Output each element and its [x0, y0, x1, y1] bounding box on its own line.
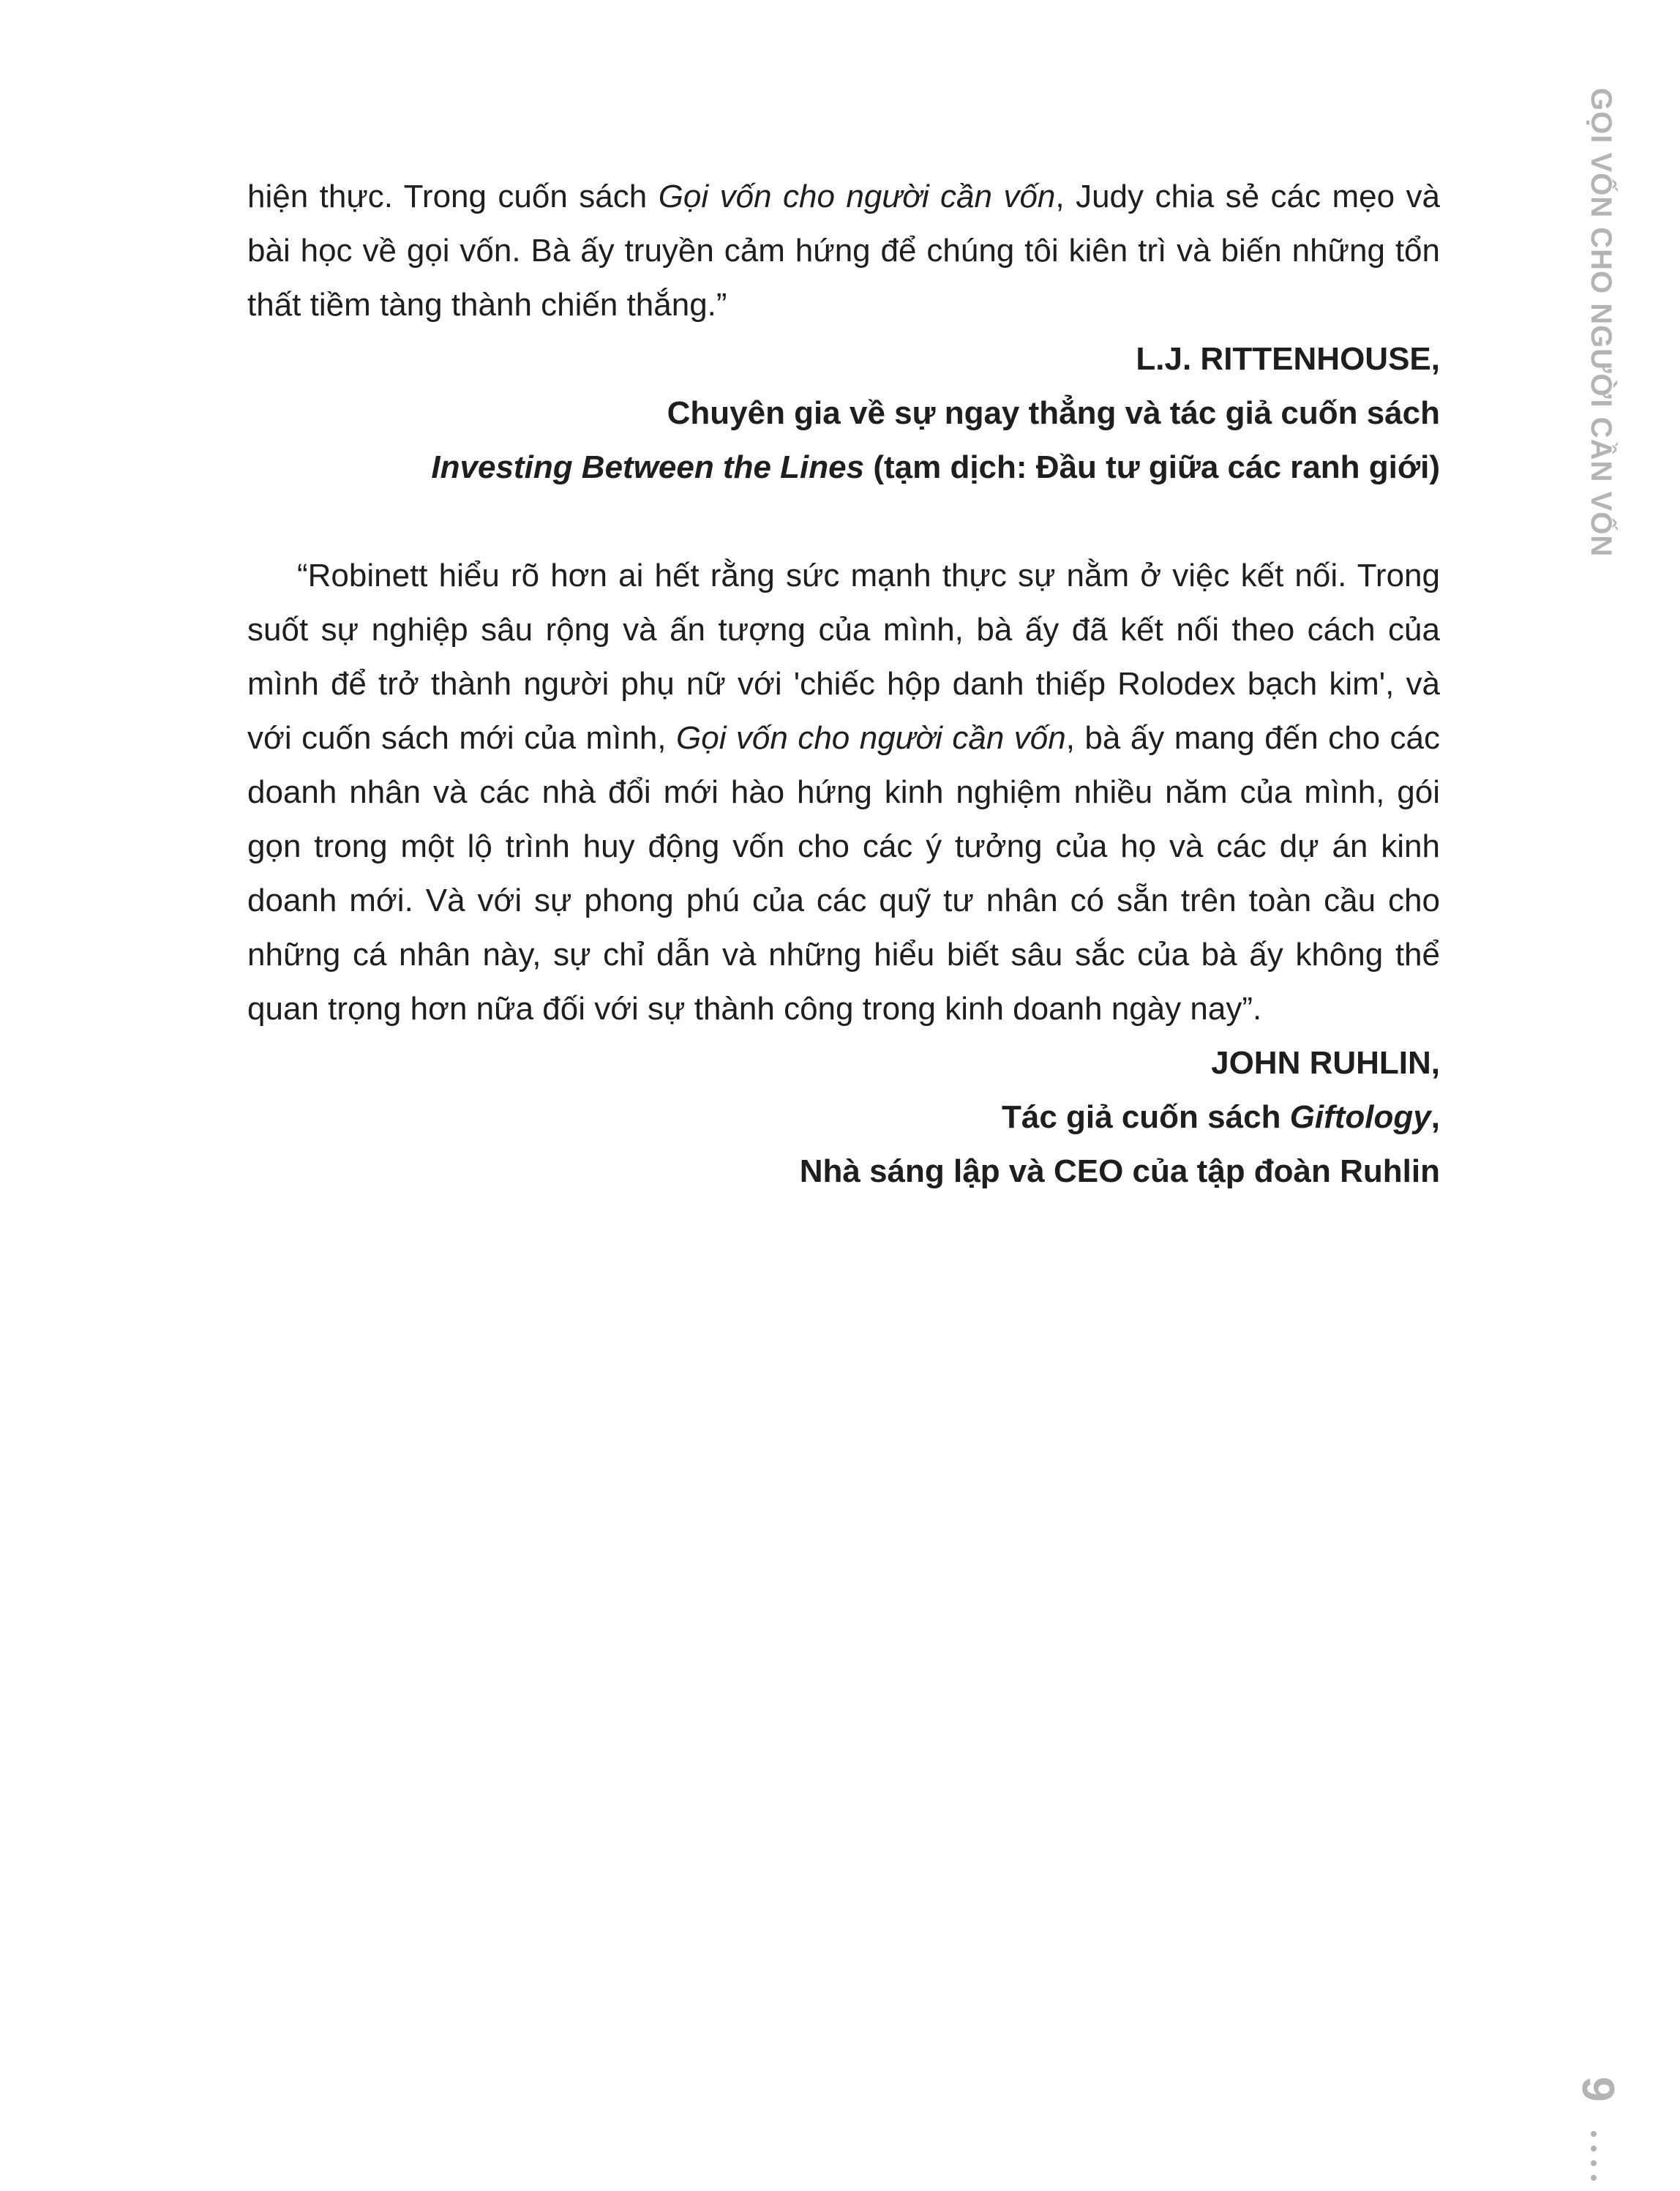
page-dots-ornament: [1589, 2131, 1599, 2191]
book-title: Gọi vốn cho người cần vốn: [658, 179, 1056, 214]
running-title: GỌI VỐN CHO NGƯỜI CẦN VỐN: [1585, 88, 1617, 558]
book-title: Gọi vốn cho người cần vốn: [676, 720, 1066, 756]
page-body: [247, 170, 1440, 1199]
attribution-name: L.J. RITTENHOUSE,: [1136, 341, 1440, 377]
book-title: Giftology: [1289, 1099, 1431, 1135]
attribution-role: Chuyên gia về sự ngay thẳng và tác giả cuốn sách: [667, 395, 1440, 431]
attribution-role: [247, 1090, 1440, 1145]
paragraph-text: , Judy chia sẻ các mẹo và bài học về gọi vốn. Bà ấy truyền cảm hứng để chúng tôi kiên trì và biến những tổn thất tiềm tàng thành chiến thắng.”: [247, 179, 1440, 323]
attribution-book: [247, 441, 1440, 495]
paragraph-rittenhouse-quote: [247, 170, 1440, 332]
book-note: (tạm dịch: Đầu tư giữa các ranh giới): [864, 449, 1440, 485]
attribution-name: JOHN RUHLIN,: [1211, 1045, 1440, 1081]
paragraph-text: hiện thực. Trong cuốn sách: [247, 179, 659, 214]
paragraph-text: “Robinett hiểu rõ hơn ai hết rằng sức mạnh thực sự nằm ở việc kết nối. Trong suốt sự nghiệp sâu rộng và ấn tượng của mình, bà ấy đã kết nối theo cách của mình để trở thành người phụ nữ với 'chiếc hộp danh thiếp Rolodex bạch kim', và với cuốn sách mới của mình,: [247, 558, 1440, 756]
role-text: Tác giả cuốn sách: [1001, 1099, 1290, 1135]
book-title: Investing Between the Lines: [431, 449, 865, 485]
paragraph-text: , bà ấy mang đến cho các doanh nhân và các nhà đổi mới hào hứng kinh nghiệm nhiều năm của mình, gói gọn trong một lộ trình huy động vốn cho các ý tưởng của họ và các dự án kinh doanh mới. Và với sự phong phú của các quỹ tư nhân có sẵn trên toàn cầu cho những cá nhân này, sự chỉ dẫn và những hiểu biết sâu sắc của bà ấy không thể quan trọng hơn nữa đối với sự thành công trong kinh doanh ngày nay”.: [247, 720, 1441, 1027]
role-text: ,: [1430, 1099, 1440, 1135]
page-number: 9: [1572, 2076, 1623, 2102]
attribution-title: Nhà sáng lập và CEO của tập đoàn Ruhlin: [799, 1153, 1440, 1189]
paragraph-ruhlin-quote: [247, 549, 1440, 1036]
